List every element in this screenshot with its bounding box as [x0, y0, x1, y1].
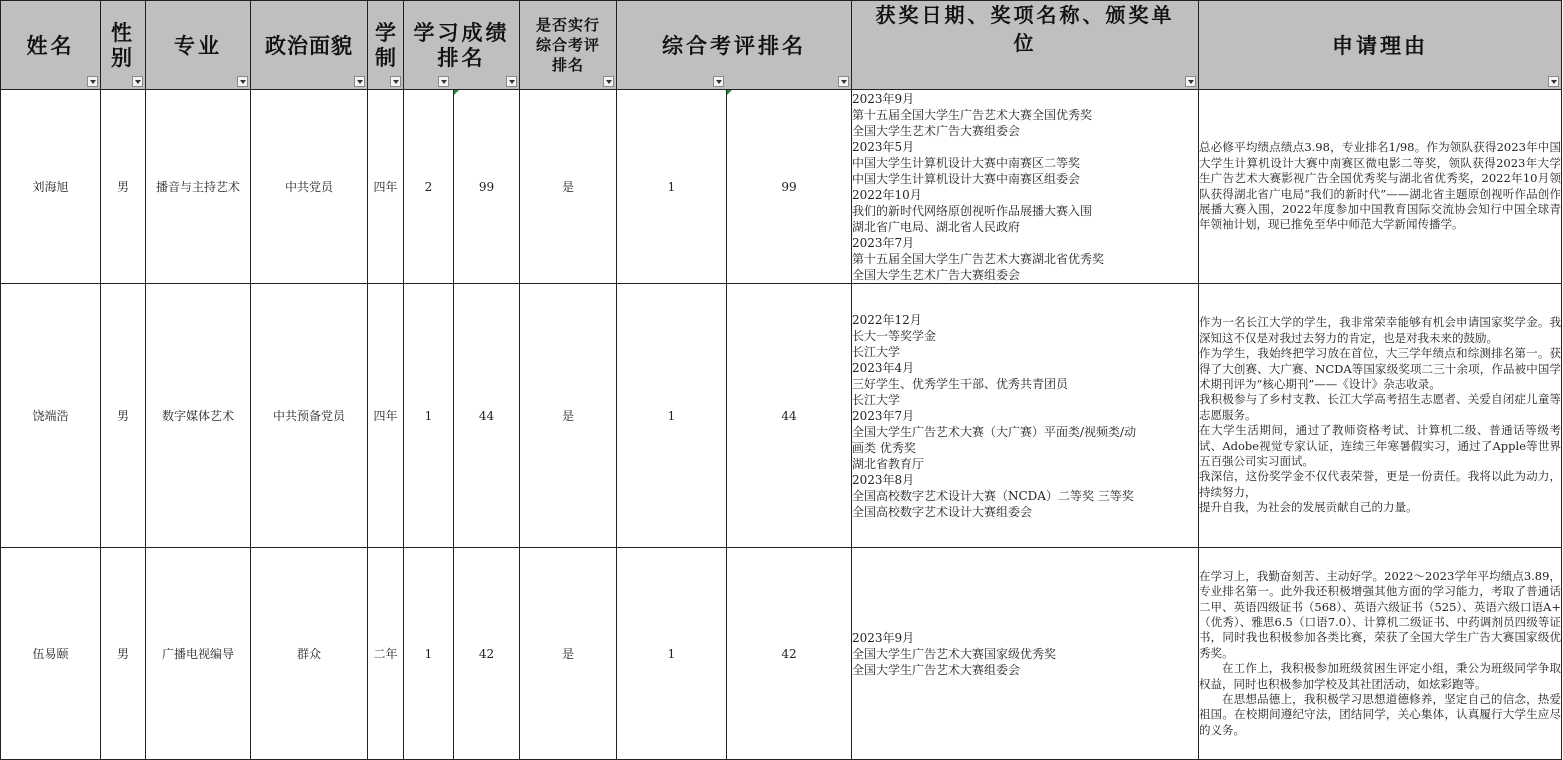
header-comp-label-1: 是否实行 [535, 16, 600, 34]
header-major-label: 专业 [174, 32, 222, 58]
award-line: 全国大学生艺术广告大赛组委会 [852, 123, 1021, 138]
dropdown-filter-icon[interactable] [603, 76, 614, 87]
cell-grade-total[interactable]: 99 [454, 90, 520, 284]
cell-name[interactable]: 伍易颐 [1, 548, 101, 760]
header-political [251, 1, 368, 90]
error-indicator-icon [727, 90, 732, 95]
award-line: 2023年5月 [852, 139, 915, 154]
reason-paragraph: 在工作上，我积极参加班级贫困生评定小组，秉公为班级同学争取权益，同时也积极参加学校及其社团活动，如炫彩跑等。 [1199, 661, 1561, 691]
header-name-label: 姓名 [26, 32, 75, 58]
header-name [1, 1, 101, 90]
dropdown-filter-icon[interactable] [132, 76, 143, 87]
header-gender-label-2: 别 [111, 45, 135, 70]
award-line: 2022年10月 [852, 187, 922, 202]
reason-paragraph: 我深信，这份奖学金不仅代表荣誉，更是一份责任。我将以此为动力，持续努力， [1199, 469, 1561, 499]
dropdown-filter-icon[interactable] [237, 76, 248, 87]
award-line: 2023年9月 [852, 91, 915, 106]
award-line: 第十五届全国大学生广告艺术大赛全国优秀奖 [852, 107, 1093, 122]
header-awards-label-2: 位 [1013, 31, 1037, 55]
header-grade-label-1: 学习成绩 [413, 20, 510, 45]
cell-gender[interactable]: 男 [101, 90, 146, 284]
cell-awards[interactable] [852, 284, 1199, 548]
reason-paragraph: 我积极参与了乡村支教、长江大学高考招生志愿者、关爱自闭症儿童等志愿服务。 [1199, 392, 1561, 422]
cell-comp-rank[interactable]: 1 [617, 90, 727, 284]
cell-length[interactable]: 二年 [368, 548, 404, 760]
award-line: 画类 优秀奖 [852, 440, 916, 455]
dropdown-filter-icon[interactable] [838, 76, 849, 87]
header-length [368, 1, 404, 90]
award-line: 全国大学生艺术广告大赛组委会 [852, 267, 1021, 282]
header-length-label-2: 制 [375, 45, 396, 70]
header-awards [852, 1, 1199, 90]
dropdown-filter-icon[interactable] [438, 76, 449, 87]
cell-reason[interactable] [1199, 90, 1562, 284]
header-row [1, 1, 1562, 90]
header-gender [101, 1, 146, 90]
award-line: 全国大学生广告艺术大赛（大广赛）平面类/视频类/动 [852, 424, 1137, 439]
cell-awards[interactable] [852, 548, 1199, 760]
cell-reason[interactable] [1199, 548, 1562, 760]
award-line: 2023年7月 [852, 408, 915, 423]
cell-comp-total[interactable]: 44 [727, 284, 852, 548]
cell-grade-rank[interactable]: 1 [404, 284, 454, 548]
reason-paragraph: 总必修平均绩点绩点3.98，专业排名1/98。作为领队获得2023年中国大学生计算机设计大赛中南赛区微电影二等奖，领队获得2023年大学生广告艺术大赛影视广告全国优秀奖与湖北省优秀奖，2022年10月领队获得湖北省广电局“我们的新时代”——湖北省主题原创视听作品创作展播大赛入围，2022年度参加中国教育国际交流协会知行中国全球青年领袖计划，现已推免至华中师范大学新闻传播学。 [1199, 140, 1561, 232]
cell-gender[interactable]: 男 [101, 548, 146, 760]
cell-grade-total[interactable]: 44 [454, 284, 520, 548]
cell-political[interactable]: 群众 [251, 548, 368, 760]
cell-grade-rank[interactable]: 2 [404, 90, 454, 284]
dropdown-filter-icon[interactable] [1548, 76, 1559, 87]
cell-name[interactable]: 刘海旭 [1, 90, 101, 284]
cell-comp-total[interactable]: 42 [727, 548, 852, 760]
dropdown-filter-icon[interactable] [1185, 76, 1196, 87]
cell-grade-total[interactable]: 42 [454, 548, 520, 760]
reason-paragraph: 在大学生活期间，通过了教师资格考试、计算机二级、普通话等级考试、Adobe视觉专家认证，连续三年寒暑假实习，通过了Apple等世界五百强公司实习面试。 [1199, 423, 1561, 469]
cell-name[interactable]: 饶端浩 [1, 284, 101, 548]
header-reason-label: 申请理由 [1332, 32, 1428, 58]
award-line: 2022年12月 [852, 312, 922, 327]
dropdown-filter-icon[interactable] [354, 76, 365, 87]
cell-comp-rank[interactable]: 1 [617, 548, 727, 760]
award-line: 三好学生、优秀学生干部、优秀共青团员 [852, 376, 1069, 391]
award-line: 第十五届全国大学生广告艺术大赛湖北省优秀奖 [852, 251, 1105, 266]
dropdown-filter-icon[interactable] [506, 76, 517, 87]
cell-major[interactable]: 播音与主持艺术 [146, 90, 251, 284]
award-line: 2023年4月 [852, 360, 915, 375]
cell-comp-flag[interactable]: 是 [520, 284, 617, 548]
cell-grade-rank[interactable]: 1 [404, 548, 454, 760]
award-line: 2023年8月 [852, 472, 915, 487]
cell-comp-total[interactable]: 99 [727, 90, 852, 284]
award-line: 2023年9月 [852, 630, 915, 645]
cell-major[interactable]: 广播电视编导 [146, 548, 251, 760]
cell-gender[interactable]: 男 [101, 284, 146, 548]
reason-paragraph: 提升自我，为社会的发展贡献自己的力量。 [1199, 500, 1418, 515]
dropdown-filter-icon[interactable] [87, 76, 98, 87]
cell-comp-flag[interactable]: 是 [520, 90, 617, 284]
award-line: 全国高校数字艺术设计大赛组委会 [852, 504, 1033, 519]
cell-political[interactable]: 中共党员 [251, 90, 368, 284]
table-row [1, 90, 1562, 284]
award-line: 2023年7月 [852, 235, 915, 250]
error-indicator-icon [454, 90, 459, 95]
header-comp-flag [520, 1, 617, 90]
award-line: 全国大学生广告艺术大赛组委会 [852, 662, 1021, 677]
header-awards-label-1: 获奖日期、奖项名称、颁奖单 [875, 3, 1175, 27]
award-line: 湖北省教育厅 [852, 456, 925, 471]
cell-comp-rank[interactable]: 1 [617, 284, 727, 548]
award-line: 中国大学生计算机设计大赛中南赛区组委会 [852, 171, 1081, 186]
cell-reason[interactable] [1199, 284, 1562, 548]
cell-length[interactable]: 四年 [368, 90, 404, 284]
header-comp-rank [617, 1, 852, 90]
award-line: 全国高校数字艺术设计大赛（NCDA）二等奖 三等奖 [852, 488, 1134, 503]
reason-paragraph: 作为一名长江大学的学生，我非常荣幸能够有机会申请国家奖学金。我深知这不仅是对我过去努力的肯定，也是对我未来的鼓励。 [1199, 315, 1561, 345]
reason-paragraph: 作为学生，我始终把学习放在首位，大三学年绩点和综测排名第一。获得了大创赛、大广赛、NCDA等国家级奖项二三十余项，作品被中国学术期刊评为“核心期刊”——《设计》杂志收录。 [1199, 346, 1561, 391]
cell-political[interactable]: 中共预备党员 [251, 284, 368, 548]
header-grade-label-2: 排名 [437, 45, 486, 70]
award-line: 我们的新时代网络原创视听作品展播大赛入围 [852, 203, 1093, 218]
award-line: 长江大学 [852, 392, 901, 407]
header-political-label: 政治面貌 [265, 32, 353, 58]
header-grade-rank [404, 1, 520, 90]
cell-comp-flag[interactable]: 是 [520, 548, 617, 760]
cell-major[interactable]: 数字媒体艺术 [146, 284, 251, 548]
dropdown-filter-icon[interactable] [713, 76, 724, 87]
header-comp-rank-label: 综合考评排名 [662, 32, 806, 58]
reason-paragraph: 在学习上，我勤奋刻苦、主动好学。2022～2023学年平均绩点3.89，专业排名第一。此外我还积极增强其他方面的学习能力，考取了普通话二甲、英语四级证书（568）、英语六级证书（525）、英语六级口语A+（优秀）、雅思6.5（口语7.0）、计算机二级证书、中药调剂员四级等证书，同时我也积极参加各类比赛，荣获了全国大学生广告大赛国家级优秀奖。 [1199, 568, 1561, 660]
header-comp-label-2: 综合考评 [535, 36, 600, 54]
award-line: 长江大学 [852, 344, 901, 359]
cell-awards[interactable] [852, 90, 1199, 284]
header-length-label-1: 学 [375, 20, 396, 45]
award-line: 湖北省广电局、湖北省人民政府 [852, 219, 1021, 234]
dropdown-filter-icon[interactable] [390, 76, 401, 87]
header-gender-label-1: 性 [111, 20, 135, 45]
header-comp-label-3: 排名 [551, 56, 584, 74]
cell-length[interactable]: 四年 [368, 284, 404, 548]
reason-paragraph: 在思想品德上，我积极学习思想道德修养，坚定自己的信念，热爱祖国。在校期间遵纪守法，团结同学，关心集体，认真履行大学生应尽的义务。 [1199, 692, 1561, 737]
award-line: 长大一等奖学金 [852, 328, 937, 343]
table-row [1, 284, 1562, 548]
header-reason [1199, 1, 1562, 90]
award-line: 全国大学生广告艺术大赛国家级优秀奖 [852, 646, 1057, 661]
table-row [1, 548, 1562, 760]
header-major [146, 1, 251, 90]
award-line: 中国大学生计算机设计大赛中南赛区二等奖 [852, 155, 1081, 170]
